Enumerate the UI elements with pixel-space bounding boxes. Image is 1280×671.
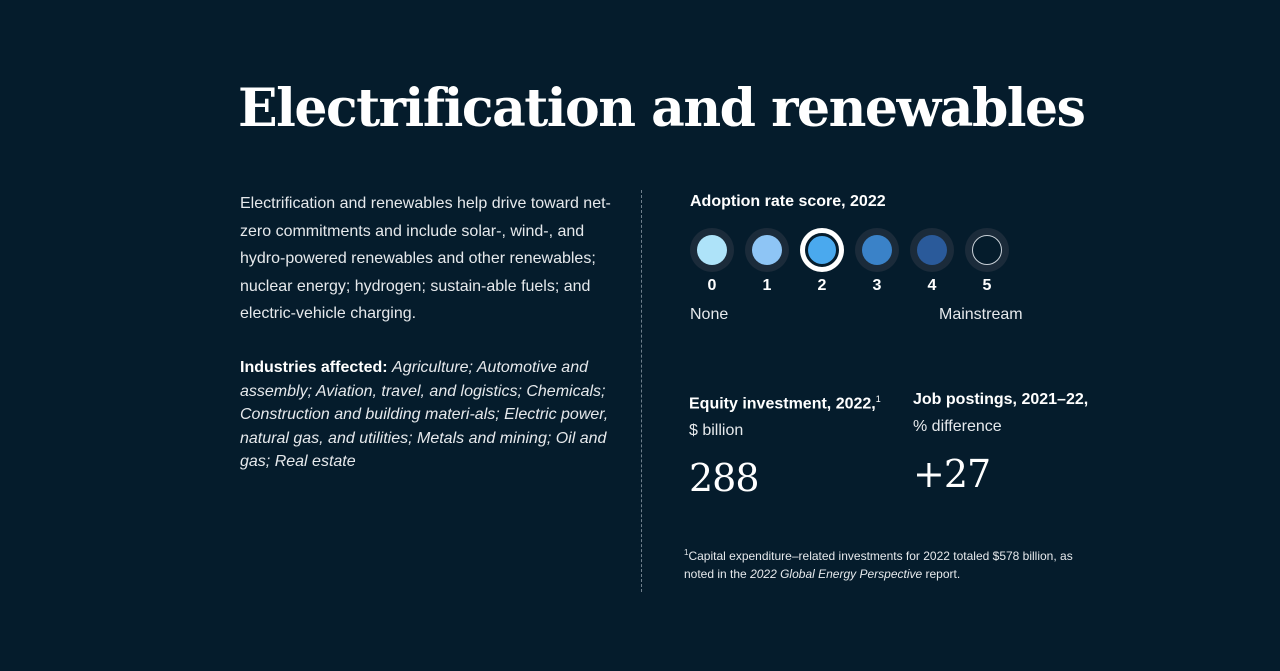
score-1-dot — [745, 228, 789, 272]
scale-low-label: None — [690, 306, 729, 323]
equity-unit: $ billion — [689, 422, 744, 440]
score-0-label: 0 — [707, 277, 717, 294]
jobs-value: +27 — [913, 452, 991, 496]
adoption-scale — [690, 228, 1050, 328]
score-5-label: 5 — [982, 277, 992, 294]
column-divider — [641, 190, 642, 592]
score-0-dot — [690, 228, 734, 272]
equity-value: 288 — [689, 456, 759, 501]
score-3-dot — [855, 228, 899, 272]
score-2-dot — [800, 228, 844, 272]
footnote: $^1$Capital expenditure–related investments for 2022 totaled $578 billion, as noted in the 2022 Global Energy Perspective report. — [684, 548, 1073, 581]
score-1-label: 1 — [762, 277, 772, 294]
page-title: Electrification and renewables — [238, 78, 1085, 139]
equity-investment — [689, 386, 889, 501]
score-4-label: 4 — [927, 277, 937, 294]
industries-label: Industries affected: — [240, 359, 388, 376]
footnote-marker: 1 — [684, 548, 689, 557]
adoption-title: Adoption rate score, 2022 — [690, 193, 886, 210]
industries-list: Agriculture; Automotive and assembly; Aviation, travel, and logistics; Chemicals; Construction and building materi-als; Electric power, natural gas, and utilities; Metals and mining; Oil and gas; Real estate — [240, 359, 609, 470]
jobs-title: Job postings, 2021–22, — [913, 391, 1089, 408]
description-text: Electrification and renewables help drive toward net-zero commitments and include solar-, wind-, and hydro-powered renewables and other renewables; nuclear energy; hydrogen; sustain-able fuels; and electric-vehicle charging. — [240, 195, 611, 322]
score-3-label: 3 — [872, 277, 882, 294]
equity-footnote-marker: 1 — [875, 394, 881, 404]
scale-high-label: Mainstream — [939, 306, 1023, 323]
score-4-dot — [910, 228, 954, 272]
score-2-label: 2 — [817, 277, 827, 294]
job-postings — [913, 386, 1113, 496]
industries-affected — [240, 356, 625, 474]
report-name: 2022 Global Energy Perspective — [750, 567, 923, 581]
jobs-unit: % difference — [913, 418, 1002, 435]
equity-title: Equity investment, 2022,$^1$ — [689, 394, 881, 413]
score-5-dot — [965, 228, 1009, 272]
